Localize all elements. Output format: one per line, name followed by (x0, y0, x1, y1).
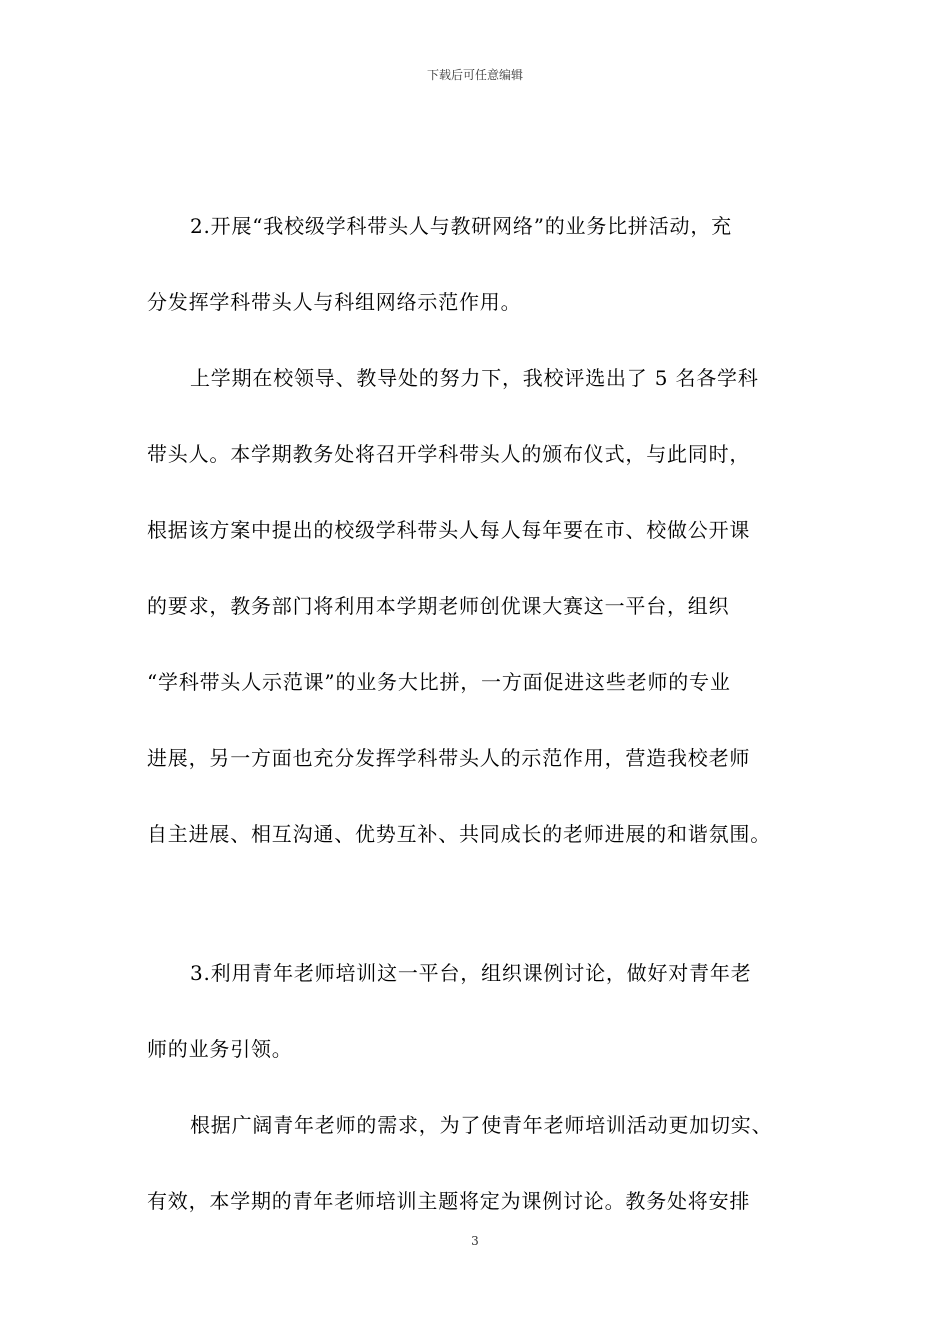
paragraph-2-line-2: 带头人。本学期教务处将召开学科带头人的颁布仪式，与此同时， (147, 442, 751, 466)
paragraph-2-line-6: 进展，另一方面也充分发挥学科带头人的示范作用，营造我校老师 (147, 746, 751, 770)
paragraph-2-line-7: 自主进展、相互沟通、优势互补、共同成长的老师进展的和谐氛围。 (147, 822, 771, 846)
paragraph-2-line-5: “学科带头人示范课”的业务大比拼，一方面促进这些老师的专业 (147, 670, 731, 694)
paragraph-4-line-1: 根据广阔青年老师的需求，为了使青年老师培训活动更加切实、 (190, 1113, 773, 1137)
paragraph-2-line-3: 根据该方案中提出的校级学科带头人每人每年要在市、校做公开课 (147, 518, 751, 542)
paragraph-1-line-2: 分发挥学科带头人与科组网络示范作用。 (147, 290, 522, 314)
paragraph-1-line-1: 2.开展“我校级学科带头人与教研网络”的业务比拼活动，充 (190, 214, 732, 238)
page-header: 下载后可任意编辑 (426, 68, 523, 82)
paragraph-2-line-4: 的要求，教务部门将利用本学期老师创优课大赛这一平台，组织 (147, 594, 730, 618)
paragraph-4-line-2: 有效，本学期的青年老师培训主题将定为课例讨论。教务处将安排 (147, 1189, 751, 1213)
page-number: 3 (471, 1234, 479, 1248)
paragraph-3-line-2: 师的业务引领。 (147, 1037, 293, 1061)
paragraph-2-line-1: 上学期在校领导、教导处的努力下，我校评选出了 5 名各学科 (190, 366, 759, 390)
paragraph-3-line-1: 3.利用青年老师培训这一平台，组织课例讨论，做好对青年老 (190, 961, 752, 985)
